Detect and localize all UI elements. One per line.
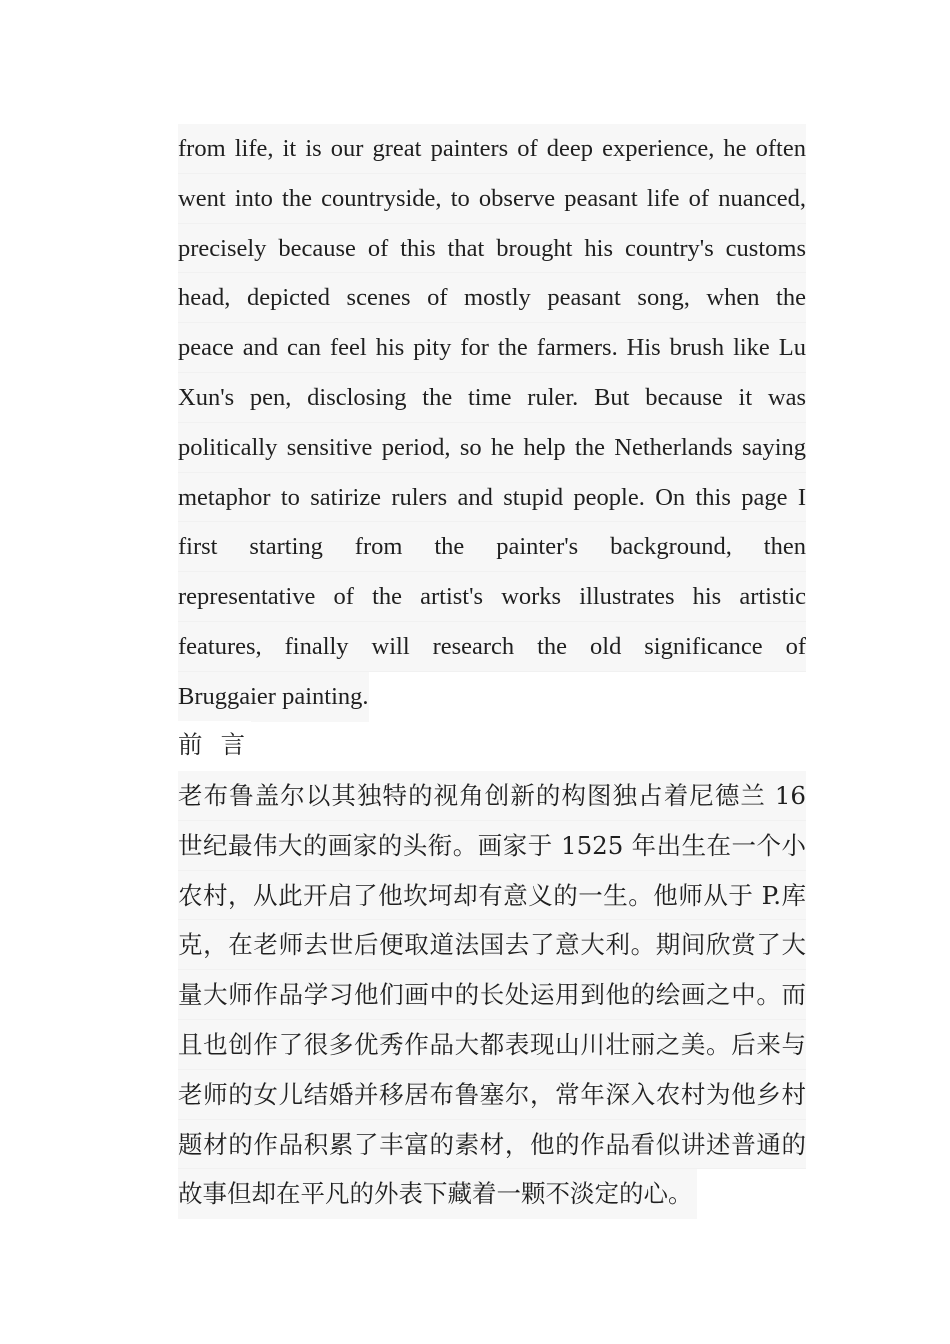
preface-line: 世纪最伟大的画家的头衔。画家于 1525 年出生在一个小: [178, 821, 806, 871]
preface-line: 农村，从此开启了他坎坷却有意义的一生。他师从于 P.库: [178, 871, 806, 921]
abstract-line: from life, it is our great painters of deep experience, he often: [178, 124, 806, 174]
abstract-line: head, depicted scenes of mostly peasant song, when the: [178, 273, 806, 323]
abstract-line: went into the countryside, to observe peasant life of nuanced,: [178, 174, 806, 224]
abstract-line: Xun's pen, disclosing the time ruler. But because it was: [178, 373, 806, 423]
preface-last-line-wrap: [178, 1169, 806, 1219]
english-abstract: [178, 124, 806, 722]
abstract-line: metaphor to satirize rulers and stupid people. On this page I: [178, 473, 806, 523]
preface-line: 题材的作品积累了丰富的素材，他的作品看似讲述普通的: [178, 1120, 806, 1170]
preface-last-line: 故事但却在平凡的外表下藏着一颗不淡定的心。: [178, 1169, 697, 1219]
abstract-line: features, finally will research the old significance of: [178, 622, 806, 672]
preface-line: 老布鲁盖尔以其独特的视角创新的构图独占着尼德兰 16: [178, 771, 806, 821]
preface-line: 量大师作品学习他们画中的长处运用到他的绘画之中。而: [178, 970, 806, 1020]
abstract-line: first starting from the painter's background, then: [178, 522, 806, 572]
abstract-last-line: Bruggaier painting.: [178, 672, 369, 722]
preface-line: 老师的女儿结婚并移居布鲁塞尔，常年深入农村为他乡村: [178, 1070, 806, 1120]
preface-heading: 前 言: [178, 721, 251, 771]
preface-heading-block: [178, 721, 806, 771]
abstract-line: politically sensitive period, so he help the Netherlands saying: [178, 423, 806, 473]
preface-body: [178, 771, 806, 1219]
abstract-line: precisely because of this that brought his country's customs: [178, 224, 806, 274]
preface-line: 克，在老师去世后便取道法国去了意大利。期间欣赏了大: [178, 920, 806, 970]
abstract-line: peace and can feel his pity for the farmers. His brush like Lu: [178, 323, 806, 373]
abstract-line: representative of the artist's works illustrates his artistic: [178, 572, 806, 622]
abstract-last-line-wrap: [178, 672, 806, 722]
preface-line: 且也创作了很多优秀作品大都表现山川壮丽之美。后来与: [178, 1020, 806, 1070]
